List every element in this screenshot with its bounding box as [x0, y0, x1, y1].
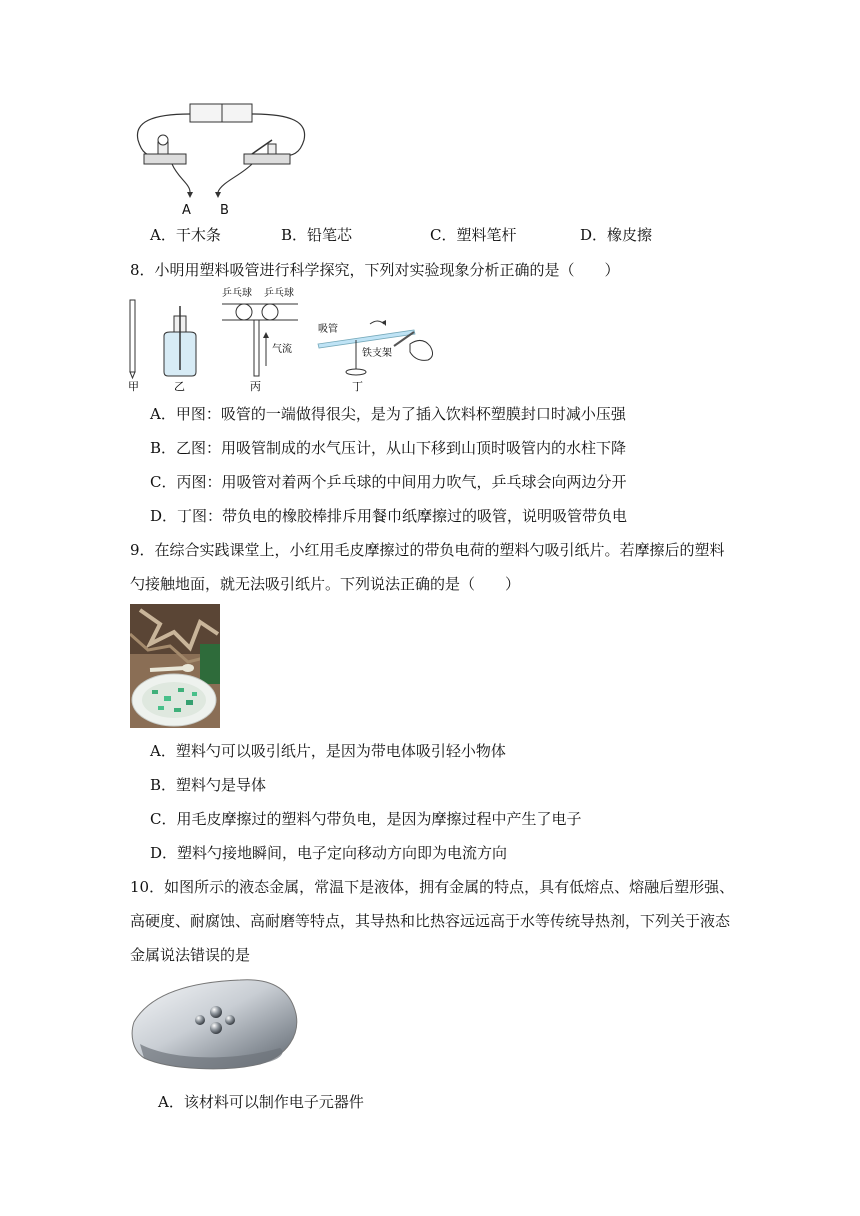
q9-stem-line-2: 勺接触地面，就无法吸引纸片。下列说法正确的是（ ） — [130, 575, 521, 593]
q10-stem-line-3: 金属说法错误的是 — [130, 946, 251, 964]
q9-stem-line-1: 9．在综合实践课堂上，小红用毛皮摩擦过的带负电荷的塑料勺吸引纸片。若摩擦后的塑料 — [130, 541, 725, 559]
q7-option-b: B．铅笔芯 — [281, 226, 353, 244]
q10-option-a: A．该材料可以制作电子元器件 — [158, 1093, 364, 1111]
fig-bing-label: 丙 — [250, 380, 261, 392]
q8-option-d: D．丁图：带负电的橡胶棒排斥用餐巾纸摩擦过的吸管，说明吸管带负电 — [150, 507, 628, 525]
q10-stem-line-1: 10．如图所示的液态金属，常温下是液体，拥有金属的特点，具有低熔点、熔融后塑形强、 — [130, 878, 735, 896]
circuit-figure — [132, 100, 312, 218]
straw-figures — [124, 286, 444, 392]
fig-ding-label: 丁 — [352, 380, 363, 392]
straw-label: 吸管 — [318, 324, 338, 335]
q9-option-a: A．塑料勺可以吸引纸片，是因为带电体吸引轻小物体 — [150, 742, 506, 760]
spoon-photo — [130, 604, 220, 728]
label-b: B — [220, 203, 229, 218]
stand-label: 铁支架 — [362, 348, 392, 359]
q9-option-d: D．塑料勺接地瞬间，电子定向移动方向即为电流方向 — [150, 844, 508, 862]
q8-option-b: B．乙图：用吸管制成的水气压计，从山下移到山顶时吸管内的水柱下降 — [150, 439, 627, 457]
liquid-metal-photo — [130, 974, 302, 1074]
q7-option-c: C．塑料笔杆 — [430, 226, 517, 244]
q9-option-b: B．塑料勺是导体 — [150, 776, 267, 794]
q8-stem: 8．小明用塑料吸管进行科学探究，下列对实验现象分析正确的是（ ） — [130, 261, 620, 279]
q10-stem-line-2: 高硬度、耐腐蚀、高耐磨等特点，其导热和比热容远远高于水等传统导热剂，下列关于液态 — [130, 912, 731, 930]
pingpong-label-2: 乒乓球 — [264, 288, 294, 299]
q7-option-a: A．干木条 — [150, 226, 221, 244]
q7-option-d: D．橡皮擦 — [580, 226, 653, 244]
q8-option-c: C．丙图：用吸管对着两个乒乓球的中间用力吹气，乒乓球会向两边分开 — [150, 473, 627, 491]
airflow-label: 气流 — [272, 344, 292, 355]
q9-option-c: C．用毛皮摩擦过的塑料勺带负电，是因为摩擦过程中产生了电子 — [150, 810, 582, 828]
pingpong-label-1: 乒乓球 — [222, 288, 252, 299]
fig-jia-label: 甲 — [128, 380, 139, 392]
q8-option-a: A．甲图：吸管的一端做得很尖，是为了插入饮料杯塑膜封口时减小压强 — [150, 405, 626, 423]
fig-yi-label: 乙 — [174, 380, 185, 392]
label-a: A — [182, 203, 191, 218]
